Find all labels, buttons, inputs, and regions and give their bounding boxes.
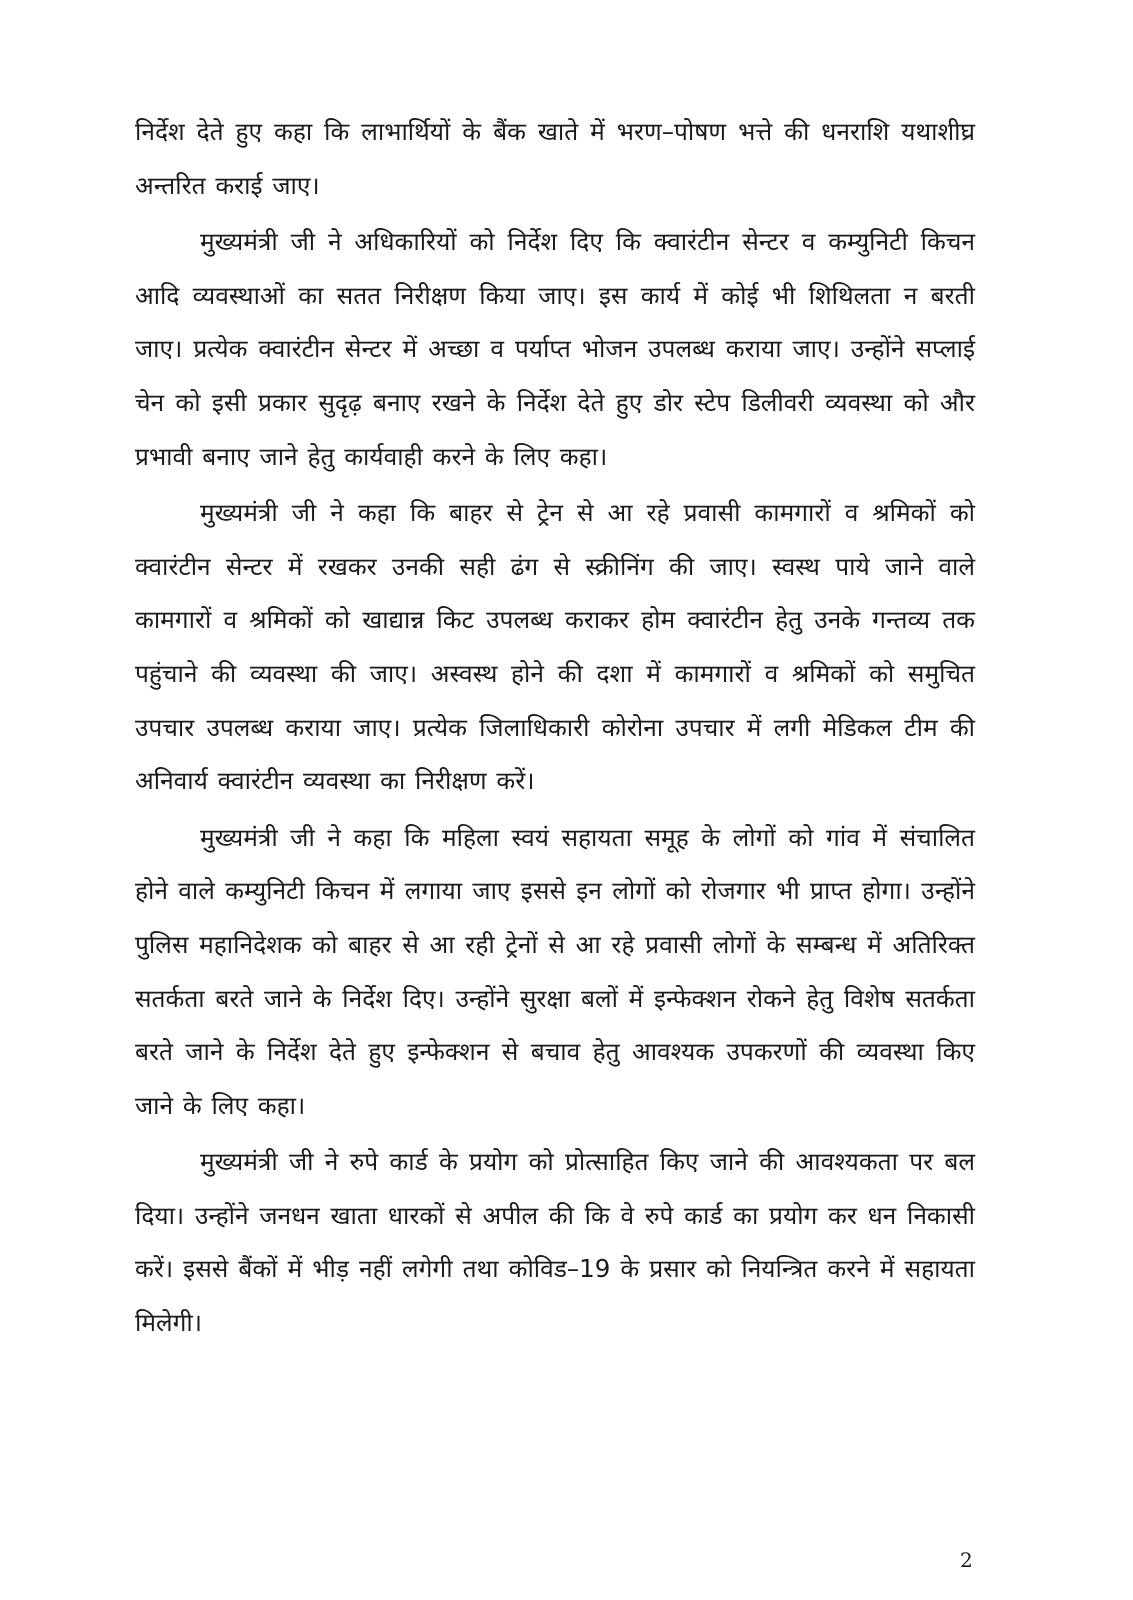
- paragraph-migrant-screening: मुख्यमंत्री जी ने कहा कि बाहर से ट्रेन से आ रहे प्रवासी कामगारों व श्रमिकों को क्वारंटीन सेन्टर में रखकर उनकी सही ढंग से स्क्रीनिंग की जाए। स्वस्थ पाये जाने वाले कामगारों व श्रमिकों को खाद्यान्न किट उपलब्ध कराकर होम क्वारंटीन हेतु उनके गन्तव्य तक पहुंचाने की व्यवस्था की जाए। अस्वस्थ होने की दशा में कामगारों व श्रमिकों को समुचित उपचार उपलब्ध कराया जाए। प्रत्येक जिलाधिकारी कोरोना उपचार में लगी मेडिकल टीम की अनिवार्य क्वारंटीन व्यवस्था का निरीक्षण करें।: [135, 498, 975, 796]
- paragraph-quarantine-inspection: मुख्यमंत्री जी ने अधिकारियों को निर्देश दिए कि क्वारंटीन सेन्टर व कम्युनिटी किचन आदि व्यवस्थाओं का सतत निरीक्षण किया जाए। इस कार्य में कोई भी शिथिलता न बरती जाए। प्रत्येक क्वारंटीन सेन्टर में अच्छा व पर्याप्त भोजन उपलब्ध कराया जाए। उन्होंने सप्लाई चेन को इसी प्रकार सुदृढ़ बनाए रखने के निर्देश देते हुए डोर स्टेप डिलीवरी व्यवस्था को और प्रभावी बनाए जाने हेतु कार्यवाही करने के लिए कहा।: [135, 227, 975, 471]
- paragraph-self-help-groups: मुख्यमंत्री जी ने कहा कि महिला स्वयं सहायता समूह के लोगों को गांव में संचालित होने वाले कम्युनिटी किचन में लगाया जाए इससे इन लोगों को रोजगार भी प्राप्त होगा। उन्होंने पुलिस महानिदेशक को बाहर से आ रही ट्रेनों से आ रहे प्रवासी लोगों के सम्बन्ध में अतिरिक्त सतर्कता बरते जाने के निर्देश दिए। उन्होंने सुरक्षा बलों में इन्फेक्शन रोकने हेतु विशेष सतर्कता बरते जाने के निर्देश देते हुए इन्फेक्शन से बचाव हेतु आवश्यक उपकरणों की व्यवस्था किए जाने के लिए कहा।: [135, 822, 975, 1120]
- page-number: 2: [960, 1548, 973, 1572]
- paragraph-continuation: निर्देश देते हुए कहा कि लाभार्थियों के बैंक खाते में भरण–पोषण भत्ते की धनराशि यथाशीघ्र अन्तरित कराई जाए।: [135, 117, 975, 200]
- document-body: [135, 105, 975, 1350]
- paragraph-rupay-card: मुख्यमंत्री जी ने रुपे कार्ड के प्रयोग को प्रोत्साहित किए जाने की आवश्यकता पर बल दिया। उन्होंने जनधन खाता धारकों से अपील की कि वे रुपे कार्ड का प्रयोग कर धन निकासी करें। इससे बैंकों में भीड़ नहीं लगेगी तथा कोविड–19 के प्रसार को नियन्त्रित करने में सहायता मिलेगी।: [135, 1147, 975, 1338]
